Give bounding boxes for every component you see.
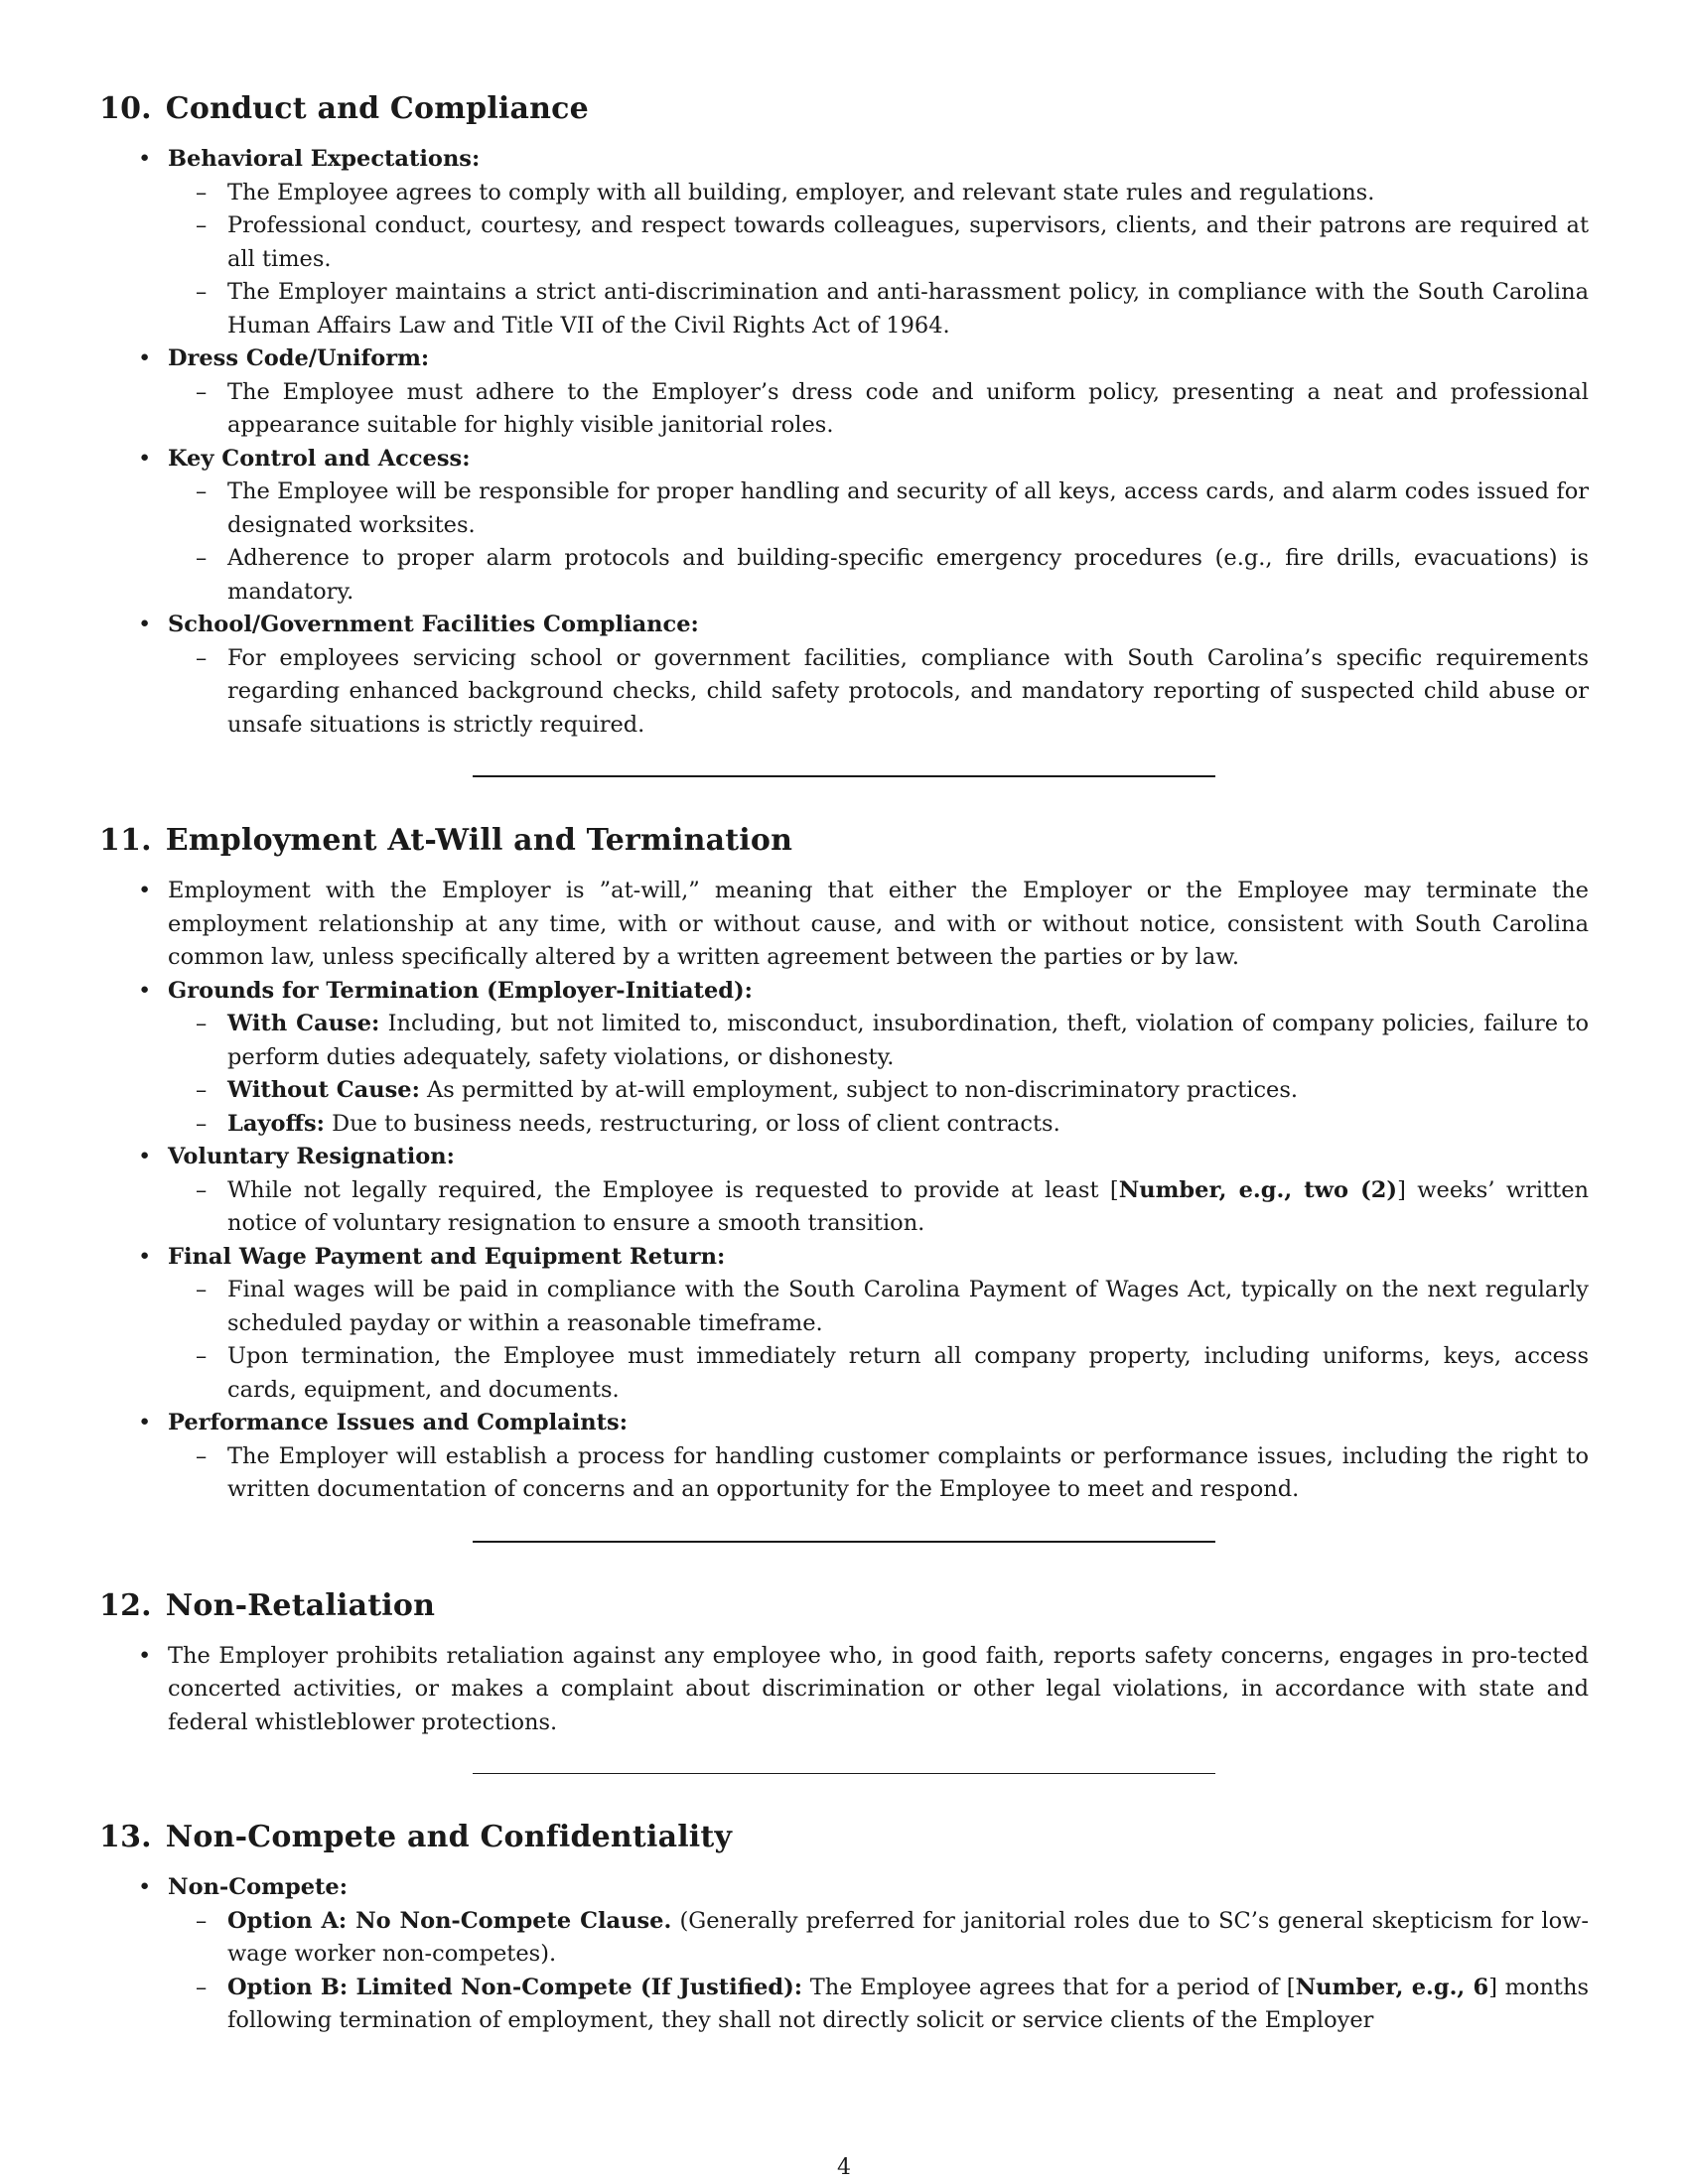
item-heading: School/Government Facilities Compliance: <box>168 612 699 637</box>
list-item <box>99 1407 1589 1507</box>
bullet-list <box>99 1871 1589 2038</box>
section-number: 13. <box>99 1820 152 1854</box>
sub-item: – The Employee agrees to comply with all building, employer, and relevant state rules and regulations. <box>168 177 1589 210</box>
sub-item-text: ] weeks’ written notice of voluntary resignation to ensure a smooth transition. <box>227 1176 1590 1236</box>
placeholder-field: Number, e.g., 6 <box>1295 1974 1489 2000</box>
list-item <box>99 1871 1589 2038</box>
item-heading: Behavioral Expectations: <box>168 146 481 172</box>
list-item: • The Employer prohibits retaliation against any employee who, in good faith, reports safety concerns, engages in pro-tected concerted activities, or makes a complaint about discrimination or other legal violations, in accordance with state and federal whistleblower protections. <box>99 1640 1589 1740</box>
placeholder-field: Number, e.g., two (2) <box>1118 1176 1398 1203</box>
sub-item-label: Option B: Limited Non-Compete (If Justified): <box>227 1974 803 2000</box>
item-heading: Key Control and Access: <box>168 445 471 472</box>
sub-list <box>168 1440 1589 1507</box>
section-13 <box>99 1818 1589 2038</box>
sub-item <box>168 1174 1589 1241</box>
list-item: • Employment with the Employer is ”at-will,” meaning that either the Employer or the Employee may terminate the employment relationship at any time, with or without cause, and with or without notice, consistent with South Carolina common law, unless specifically altered by a written agreement between the parties or by law. <box>99 875 1589 975</box>
sub-item-label: Option A: No Non-Compete Clause. <box>227 1907 672 1934</box>
list-item <box>99 443 1589 610</box>
item-heading: Dress Code/Uniform: <box>168 345 430 371</box>
sub-item-label: Without Cause: <box>227 1077 420 1103</box>
section-title: Non-Retaliation <box>165 1587 436 1623</box>
sub-item: – For employees servicing school or government facilities, compliance with South Carolina’s specific requirements regarding enhanced background checks, child safety protocols, and mandatory reporting of suspected child abuse or unsafe situations is strictly required. <box>168 642 1589 743</box>
section-heading <box>99 89 1589 129</box>
sub-list <box>168 177 1589 343</box>
sub-item: – Adherence to proper alarm protocols and building-specific emergency procedures (e.g., fire drills, evacuations) is mandatory. <box>168 542 1589 609</box>
section-number: 10. <box>99 91 152 126</box>
section-number: 12. <box>99 1587 152 1623</box>
list-item <box>99 342 1589 443</box>
list-item <box>99 143 1589 342</box>
sub-list <box>168 476 1589 609</box>
sub-item-label: With Cause: <box>227 1011 380 1036</box>
sub-item <box>168 1972 1589 2038</box>
list-item <box>99 975 1589 1142</box>
sub-item <box>168 1074 1589 1108</box>
item-heading: Non-Compete: <box>168 1874 349 1900</box>
sub-item-text: The Employee agrees that for a period of [ <box>802 1974 1296 2000</box>
sub-item <box>168 1905 1589 1972</box>
document-page <box>99 89 1589 2038</box>
sub-item: – The Employer maintains a strict anti-discrimination and anti-harassment policy, in compliance with the South Carolina Human Affairs Law and Title VII of the Civil Rights Act of 1964. <box>168 276 1589 342</box>
item-heading: Voluntary Resignation: <box>168 1144 455 1169</box>
sub-item <box>168 1108 1589 1142</box>
sub-item: – The Employee must adhere to the Employer’s dress code and uniform policy, presenting a neat and professional appearance suitable for highly visible janitorial roles. <box>168 376 1589 443</box>
sub-item-label: Layoffs: <box>227 1110 325 1137</box>
sub-list <box>168 1274 1589 1407</box>
sub-item: – Professional conduct, courtesy, and respect towards colleagues, supervisors, clients, and their patrons are required at all times. <box>168 209 1589 276</box>
list-item <box>99 1141 1589 1241</box>
list-item <box>99 1241 1589 1408</box>
section-11 <box>99 821 1589 1507</box>
sub-item: – Final wages will be paid in compliance with the South Carolina Payment of Wages Act, typically on the next regularly scheduled payday or within a reasonable timeframe. <box>168 1274 1589 1340</box>
section-heading <box>99 1586 1589 1626</box>
section-number: 11. <box>99 823 152 858</box>
page-number: 4 <box>837 2155 851 2180</box>
sub-list <box>168 1174 1589 1241</box>
sub-item-text: ] months following termination of employment, they shall not directly solicit or service clients of the Employer <box>227 1974 1590 2033</box>
section-10 <box>99 89 1589 742</box>
sub-item: – The Employee will be responsible for proper handling and security of all keys, access cards, and alarm codes issued for designated worksites. <box>168 476 1589 542</box>
section-title: Conduct and Compliance <box>165 91 589 126</box>
section-heading <box>99 1818 1589 1857</box>
bullet-list <box>99 875 1589 1507</box>
sub-item-text: Including, but not limited to, misconduct, insubordination, theft, violation of company policies, failure to perform duties adequately, safety violations, or dishonesty. <box>227 1011 1590 1070</box>
sub-item-text: While not legally required, the Employee is requested to provide at least [ <box>227 1176 1119 1203</box>
sub-list <box>168 1905 1589 2038</box>
item-heading: Grounds for Termination (Employer-Initiated): <box>168 977 753 1004</box>
sub-item: – Upon termination, the Employee must immediately return all company property, including uniforms, keys, access cards, equipment, and documents. <box>168 1340 1589 1407</box>
item-heading: Performance Issues and Complaints: <box>168 1410 629 1435</box>
sub-list <box>168 376 1589 443</box>
sub-item <box>168 1008 1589 1074</box>
sub-item-text: (Generally preferred for janitorial roles due to SC’s general skepticism for low-wage worker non-competes). <box>227 1907 1589 1967</box>
list-item <box>99 609 1589 742</box>
item-heading: Final Wage Payment and Equipment Return: <box>168 1243 726 1270</box>
section-12 <box>99 1586 1589 1740</box>
sub-list <box>168 1008 1589 1141</box>
sub-item: – The Employer will establish a process for handling customer complaints or performance issues, including the right to written documentation of concerns and an opportunity for the Employee to meet and respond. <box>168 1440 1589 1507</box>
section-title: Employment At-Will and Termination <box>165 823 793 858</box>
bullet-list <box>99 1640 1589 1740</box>
sub-item-text: Due to business needs, restructuring, or loss of client contracts. <box>324 1110 1060 1137</box>
bullet-list <box>99 143 1589 742</box>
section-title: Non-Compete and Confidentiality <box>165 1820 733 1854</box>
sub-item-text: As permitted by at-will employment, subject to non-discriminatory practices. <box>419 1077 1299 1103</box>
section-heading <box>99 821 1589 861</box>
sub-list <box>168 642 1589 743</box>
